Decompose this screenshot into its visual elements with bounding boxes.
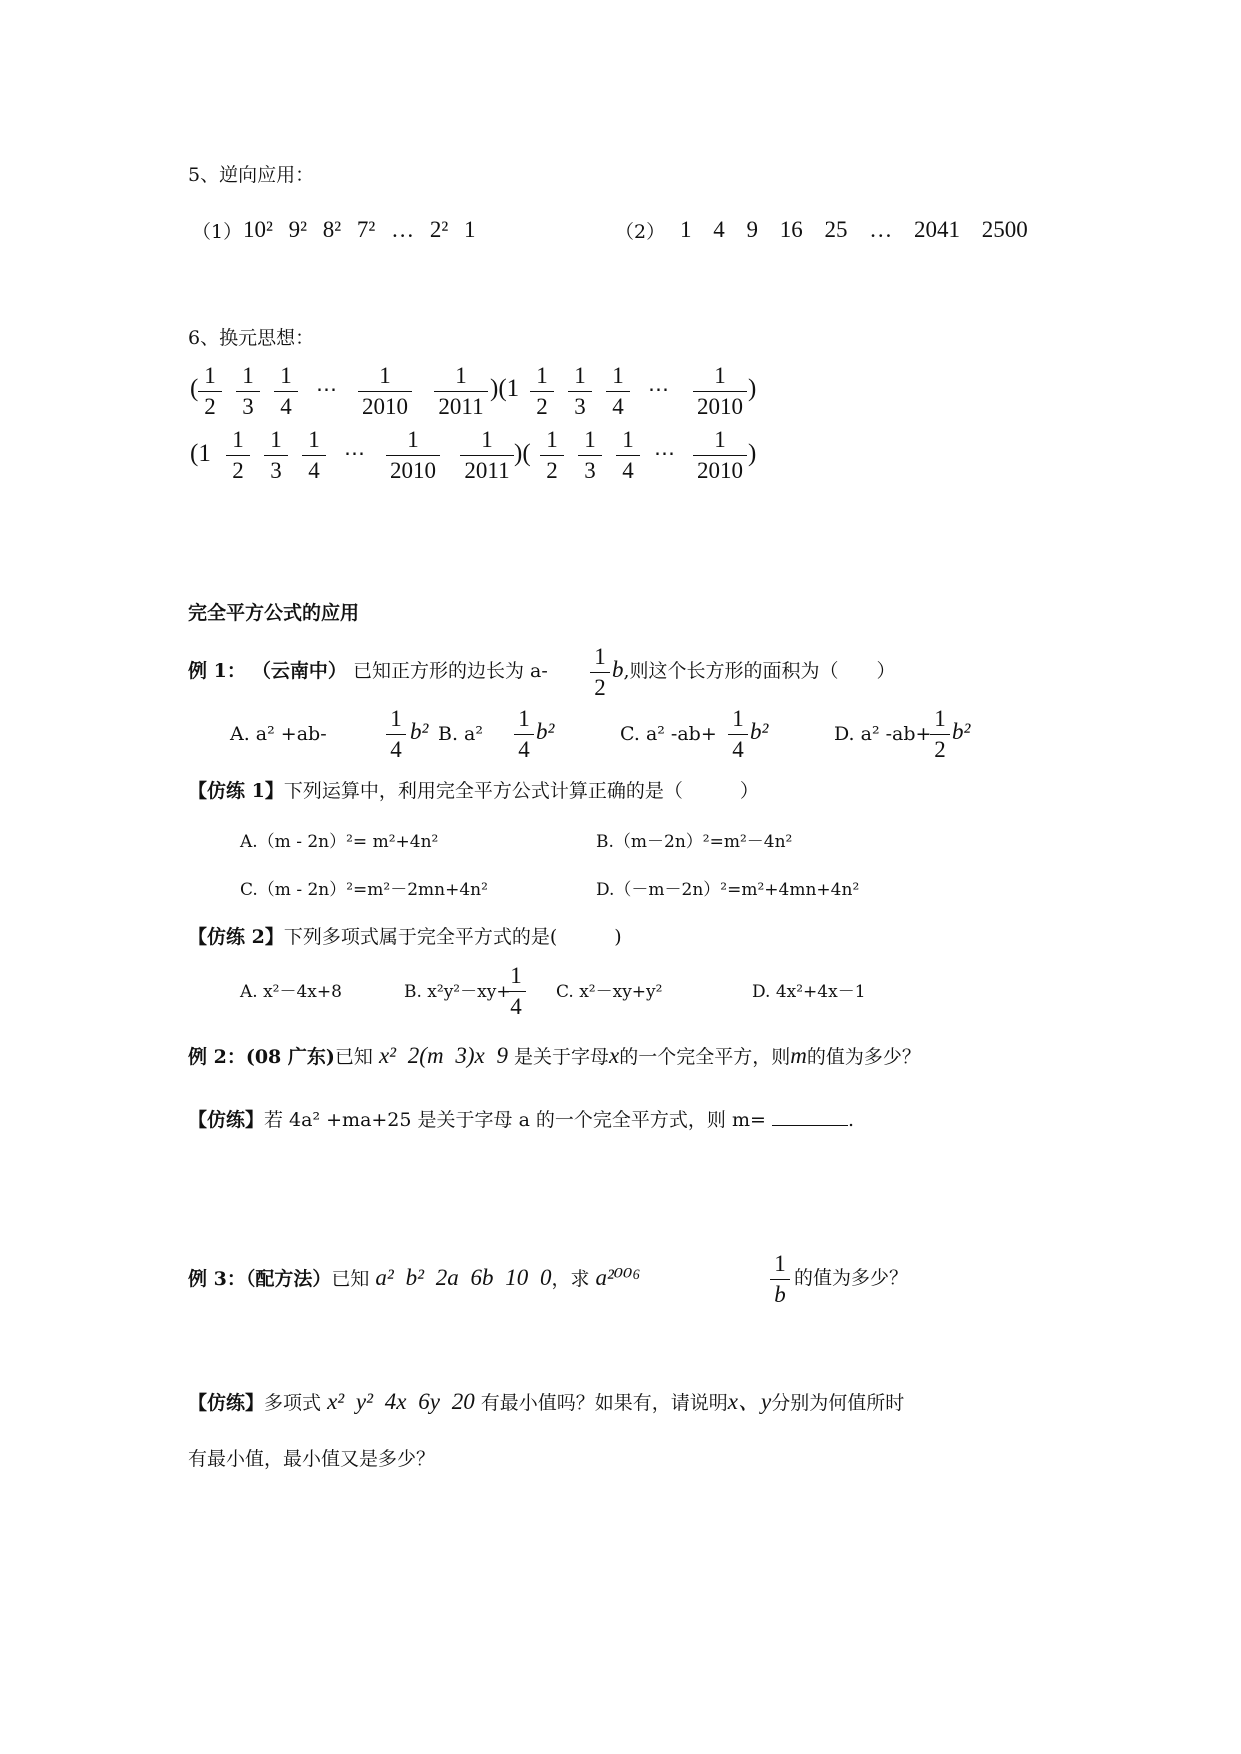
answer-blank[interactable] <box>772 1107 848 1126</box>
practice-2-option-b: B. x²y²－xy+ <box>404 982 511 1002</box>
fraction-third: 1 3 <box>236 362 260 420</box>
option-b-fraction: 1 4 <box>514 705 534 763</box>
example-3-expression: a² b² 2a 6b 10 0 <box>375 1265 552 1290</box>
practice-2-option-d: D. 4x²+4x－1 <box>752 982 866 1002</box>
example-1-label: 例 1： <box>188 660 246 682</box>
example-1-line-b: b,则这个长方形的面积为（ ） <box>612 657 896 682</box>
fraction-half: 1 2 <box>540 426 564 484</box>
ellipsis: ⋯ <box>654 441 675 465</box>
problem-5-1-expression: 10² 9² 8² 7² … 2² 1 <box>243 217 476 242</box>
practice-2-option-b-fraction: 1 4 <box>506 962 526 1020</box>
practice-1-option-c: C.（m - 2n）²=m²－2mn+4n² <box>240 880 488 900</box>
fraction-half: 1 2 <box>198 362 222 420</box>
example-3-fraction: 1 b <box>770 1250 790 1308</box>
section-title: 完全平方公式的应用 <box>188 602 360 624</box>
example-2-source: (08 广东) <box>245 1046 335 1068</box>
practice-1-label: 【仿练 1】 <box>188 780 284 802</box>
practice-1-option-d: D.（－m－2n）²=m²+4mn+4n² <box>596 880 860 900</box>
fraction-1-2011: 1 2011 <box>460 426 514 484</box>
practice-3-text: 若 4a² +ma+25 是关于字母 a 的一个完全平方式，则 m= <box>264 1109 766 1131</box>
example-3-label: 例 3： <box>188 1268 246 1290</box>
section-5-title: 5、逆向应用： <box>188 164 315 186</box>
fraction-quarter: 1 4 <box>616 426 640 484</box>
example-2-line: 例 2：(08 广东)已知 x² 2(m 3)x 9 是关于字母x的一个完全平方，则m的值为多少？ <box>188 1043 921 1068</box>
fraction-1-2011: 1 2011 <box>434 362 488 420</box>
example-2-text-a: 已知 <box>334 1046 373 1068</box>
example-3-line: 例 3：（配方法）已知 a² b² 2a 6b 10 0，求 a²⁰⁰⁶ <box>188 1265 641 1290</box>
option-d-fraction: 1 2 <box>930 705 950 763</box>
open-paren: ( <box>190 375 199 402</box>
ellipsis: ⋯ <box>316 377 337 401</box>
practice-2-option-c: C. x²－xy+y² <box>556 982 663 1002</box>
option-a-tail: b² <box>410 719 429 744</box>
example-2-expression: x² 2(m 3)x 9 <box>378 1043 508 1068</box>
open-paren: (1 <box>190 440 211 467</box>
option-b: B. a² <box>438 723 483 745</box>
option-d: D. a² -ab+ <box>834 723 932 745</box>
practice-3-label: 【仿练】 <box>188 1109 265 1131</box>
fraction-1-2010: 1 2010 <box>693 362 747 420</box>
example-1-source: （云南中） <box>251 660 347 682</box>
fraction-third: 1 3 <box>568 362 592 420</box>
ellipsis: ⋯ <box>344 441 365 465</box>
fraction-1-2010: 1 2010 <box>386 426 440 484</box>
example-1-line <box>188 659 548 683</box>
option-b-tail: b² <box>536 719 555 744</box>
ellipsis: ⋯ <box>648 377 669 401</box>
practice-2-line <box>188 925 622 949</box>
fraction-quarter: 1 4 <box>606 362 630 420</box>
middle-paren: )( <box>514 440 531 467</box>
example-1-text-a: 已知正方形的边长为 a- <box>352 660 548 682</box>
close-paren: ) <box>748 375 757 402</box>
option-d-tail: b² <box>952 719 971 744</box>
practice-4-label: 【仿练】 <box>188 1392 265 1414</box>
problem-5-1-label: （1） <box>192 221 243 243</box>
option-c-tail: b² <box>750 719 769 744</box>
example-1-fraction: 1 2 <box>590 643 610 701</box>
close-paren: ) <box>748 440 757 467</box>
practice-3-line: 【仿练】若 4a² +ma+25 是关于字母 a 的一个完全平方式，则 m= . <box>188 1109 855 1131</box>
example-1-text-b: ,则这个长方形的面积为（ ） <box>623 660 896 682</box>
fraction-quarter: 1 4 <box>274 362 298 420</box>
example-2-label: 例 2： <box>188 1046 246 1068</box>
problem-5-2-label: （2） <box>615 221 666 243</box>
example-3-source: （配方法） <box>245 1268 332 1290</box>
problem-5-2-expression: 1 4 9 16 25 … 2041 2500 <box>680 217 1028 242</box>
option-a: A. a² +ab- <box>230 723 327 745</box>
practice-1-text: 下列运算中，利用完全平方公式计算正确的是（ ） <box>283 780 759 802</box>
option-a-fraction: 1 4 <box>386 705 406 763</box>
practice-4-line: 【仿练】多项式 x² y² 4x 6y 20 有最小值吗？如果有，请说明x、y分别为何值所时 <box>188 1389 905 1414</box>
practice-2-label: 【仿练 2】 <box>188 926 284 948</box>
option-c: C. a² -ab+ <box>620 723 717 745</box>
option-c-fraction: 1 4 <box>728 705 748 763</box>
section-6-title: 6、换元思想： <box>188 327 315 349</box>
practice-1-line <box>188 779 759 803</box>
practice-1-option-b: B.（m－2n）²=m²－4n² <box>596 832 793 852</box>
fraction-third: 1 3 <box>578 426 602 484</box>
fraction-quarter: 1 4 <box>302 426 326 484</box>
fraction-half: 1 2 <box>530 362 554 420</box>
example-3-power: a²⁰⁰⁶ <box>595 1265 641 1290</box>
practice-1-option-a: A.（m - 2n）²= m²+4n² <box>240 832 439 852</box>
practice-4-expression: x² y² 4x 6y 20 <box>327 1389 475 1414</box>
fraction-1-2010: 1 2010 <box>693 426 747 484</box>
practice-2-text: 下列多项式属于完全平方式的是( ) <box>283 926 622 948</box>
example-3-text-c: 的值为多少？ <box>794 1267 909 1289</box>
practice-4-line-2: 有最小值，最小值又是多少？ <box>188 1448 436 1470</box>
practice-2-option-a: A. x²－4x+8 <box>240 982 342 1002</box>
fraction-third: 1 3 <box>264 426 288 484</box>
fraction-half: 1 2 <box>226 426 250 484</box>
fraction-1-2010: 1 2010 <box>358 362 412 420</box>
middle-paren: )(1 <box>490 375 520 402</box>
